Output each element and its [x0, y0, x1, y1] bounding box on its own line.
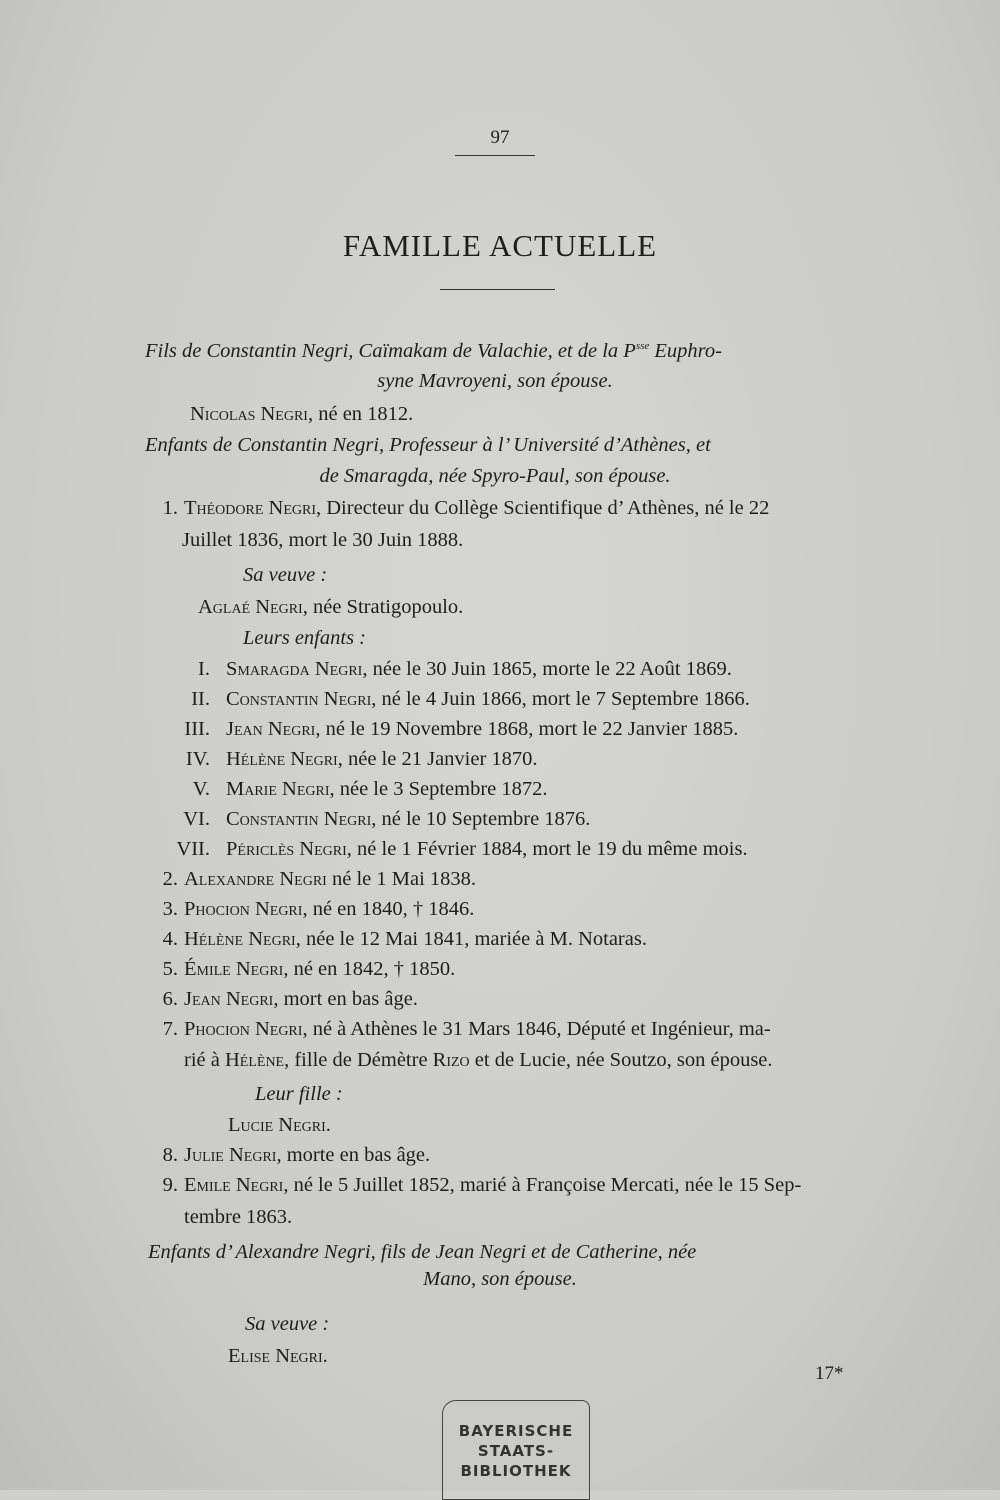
library-stamp: BAYERISCHE STAATS- BIBLIOTHEK [442, 1400, 590, 1500]
section3-heading-line2: Mano, son épouse. [423, 1268, 577, 1290]
title-rule [440, 289, 555, 290]
widow-name: Aglaé Negri, née Stratigopoulo. [198, 596, 464, 618]
section3-widow-label: Sa veuve : [245, 1313, 330, 1335]
page-title: FAMILLE ACTUELLE [342, 228, 658, 263]
widow-label: Sa veuve : [243, 564, 328, 586]
children-label: Leurs enfants : [243, 627, 366, 649]
section2-heading-line1: Enfants de Constantin Negri, Professeur à l’ Université d’Athènes, et [145, 434, 711, 456]
daughter-name: Lucie Negri. [228, 1114, 331, 1136]
member-nicolas: Nicolas Negri, né en 1812. [190, 403, 414, 425]
section3-heading-line1: Enfants d’ Alexandre Negri, fils de Jean Negri et de Catherine, née [148, 1241, 697, 1263]
entry-continuation: Juillet 1836, mort le 30 Juin 1888. [182, 529, 464, 551]
section1-heading-line1: Fils de Constantin Negri, Caïmakam de Valachie, et de la $P^{sse}$ Euphro- [145, 340, 722, 362]
daughter-label: Leur fille : [255, 1083, 343, 1105]
entry-continuation: rié à Hélène, fille de Démètre Rizo et de Lucie, née Soutzo, son épouse. [184, 1049, 773, 1071]
section3-widow-name: Elise Negri. [228, 1345, 328, 1367]
document-page: 97 FAMILLE ACTUELLE Fils de Constantin Negri, Caïmakam de Valachie, et de la $P^{sse}$ Euphro- syne Mavroyeni, son épouse. Nicolas Negri, né en 1812. Enfants de Constantin Negri, Professeur à l’ Université d’Athènes, et de Smaragda, née Spyro-Paul, son épouse. 1. Théodore Negri, Directeur du Collège Scientifique d’ Athènes, né le 22 Juillet 1836, mort le 30 Juin 1888. Sa veuve : Aglaé Negri, née Stratigopoulo. Leurs enfants : I. Smaragda Negri, née le 30 Juin 1865, morte le 22 Août 1869. II. Constantin Negri, né le 4 Juin 1866, mort le 7 Septembre 1866. III. Jean Negri, né le 19 Novembre 1868, mort le 22 Janvier 1885. IV. Hélène Negri, née le 21 Janvier 1870. V. Marie Negri, née le 3 Septembre 1872. VI. Constantin Negri, né le 10 Septembre 1876. VII. Périclès Negri, né le 1 Février 1884, mort le 19 du même mois. 2. Alexandre Negri né le 1 Mai 1838. 3. Phocion Negri, né en 1840, † 1846. 4. Hélène Negri, née le 12 Mai 1841, mariée à M. Notaras. 5. Émile Negri, né en 1842, † 1850. 6. Jean Negri, mort en bas âge. 7. Phocion Negri, né à Athènes le 31 Mars 1846, Député et Ingénieur, ma- rié à Hélène, fille de Démètre Rizo et de Lucie, née Soutzo, son épouse. Leur fille : Lucie Negri. 8. Julie Negri, morte en bas âge. 9. Emile Negri, né le 5 Juillet 1852, marié à Françoise Mercati, née le 15 Sep- tembre 1863. Enfants d’ Alexandre Negri, fils de Jean Negri et de Catherine, née Mano, son épouse. Sa veuve : Elise Negri. 17* BAYERISCHE STAATS- BIBLIOTHEK [0, 0, 1000, 1490]
entry-continuation: tembre 1863. [184, 1206, 293, 1228]
section1-heading-line2: syne Mavroyeni, son épouse. [377, 370, 613, 392]
top-rule [455, 155, 535, 156]
section2-heading-line2: de Smaragda, née Spyro-Paul, son épouse. [319, 465, 671, 487]
page-number: 97 [490, 127, 510, 148]
folio-mark: 17* [815, 1363, 844, 1384]
